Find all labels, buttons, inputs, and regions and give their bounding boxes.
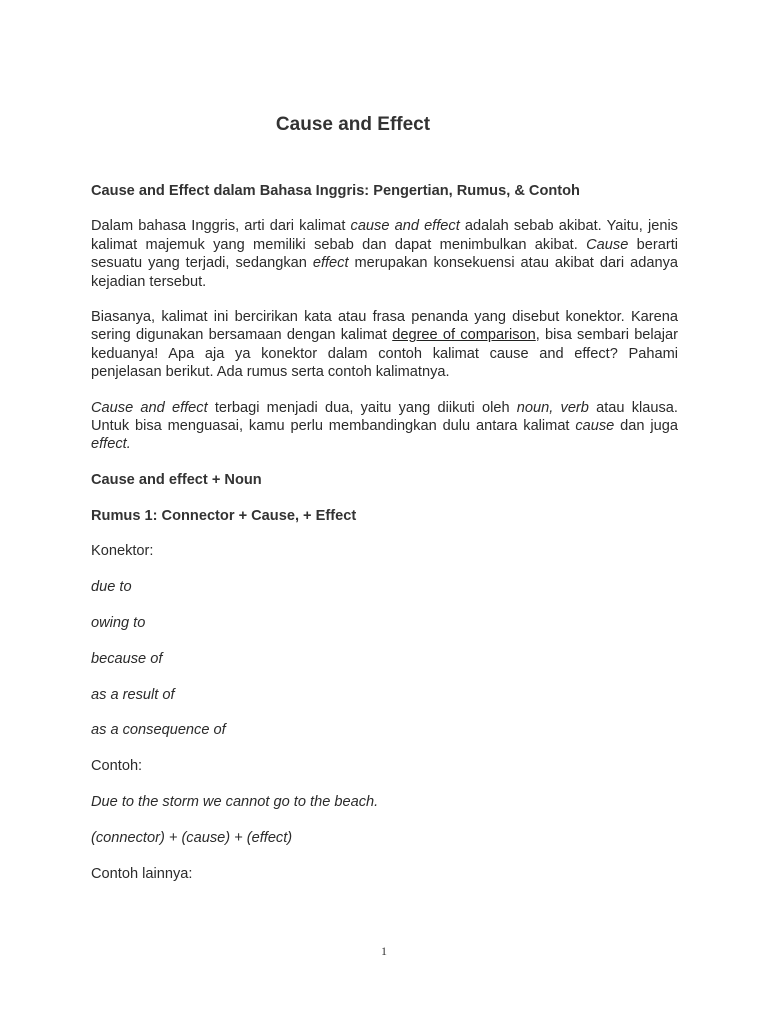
connector-item	[91, 650, 678, 668]
section-subtitle: Cause and Effect dalam Bahasa Inggris: Pengertian, Rumus, & Contoh	[91, 183, 580, 199]
paragraph-connectors-intro	[91, 308, 678, 382]
italic-term: noun, verb	[516, 399, 589, 416]
heading-noun: Cause and effect + Noun	[91, 471, 262, 488]
text-run: dan juga	[614, 418, 678, 435]
connector-text: because of	[91, 650, 163, 667]
text-run: terbagi menjadi dua, yaitu yang diikuti oleh	[207, 399, 517, 416]
connector-item	[91, 721, 678, 739]
connector-text: as a result of	[91, 686, 175, 703]
italic-term: effect	[312, 255, 349, 272]
connector-item	[91, 578, 678, 596]
paragraph-definition	[91, 217, 678, 291]
page-number: 1	[381, 944, 387, 958]
rumus-1: Rumus 1: Connector + Cause, + Effect	[91, 507, 357, 524]
connector-text: due to	[91, 579, 132, 596]
konektor-label: Konektor:	[91, 543, 154, 560]
contoh-lainnya-label: Contoh lainnya:	[91, 865, 193, 882]
text-run: berarti sesuatu yang terjadi, sedangkan	[91, 236, 679, 272]
connector-text: as a consequence of	[91, 722, 226, 739]
text-run: , bisa sembari belajar keduanya! Apa aja ya konektor dalam contoh kalimat cause and effect? Pahami penjelasan berikut. Ada rumus serta contoh kalimatnya.	[91, 327, 678, 381]
italic-term: Cause	[586, 236, 629, 253]
text-run: Biasanya, kalimat ini bercirikan kata atau frasa penanda yang disebut konektor. Karena sering digunakan bersamaan dengan kalimat	[91, 309, 678, 344]
example-formula-text: (connector) + (cause) + (effect)	[91, 829, 293, 846]
degree-of-comparison-link[interactable]: degree of comparison	[392, 327, 536, 344]
italic-term: effect.	[91, 436, 131, 453]
example-sentence-text: Due to the storm we cannot go to the beach.	[91, 794, 379, 811]
text-run: adalah sebab akibat. Yaitu, jenis kalimat majemuk yang memiliki sebab dan dapat menimbulkan akibat.	[91, 218, 678, 253]
italic-term: Cause and effect	[91, 399, 208, 416]
text-run: merupakan konsekuensi atau akibat dari adanya kejadian tersebut.	[91, 255, 678, 290]
page-title: Cause and Effect	[275, 114, 431, 135]
connector-text: owing to	[91, 615, 146, 632]
example-formula	[91, 829, 678, 847]
connector-item	[91, 614, 678, 632]
italic-term: cause	[575, 418, 615, 435]
example-sentence	[91, 793, 678, 811]
italic-term: cause and effect	[350, 218, 460, 235]
document-body	[91, 182, 678, 883]
text-run: atau klausa. Untuk bisa menguasai, kamu perlu membandingkan dulu antara kalimat	[91, 399, 678, 435]
text-run: Dalam bahasa Inggris, arti dari kalimat	[91, 218, 351, 235]
paragraph-types	[91, 399, 678, 454]
contoh-label: Contoh:	[91, 758, 143, 775]
connector-item	[91, 686, 678, 704]
